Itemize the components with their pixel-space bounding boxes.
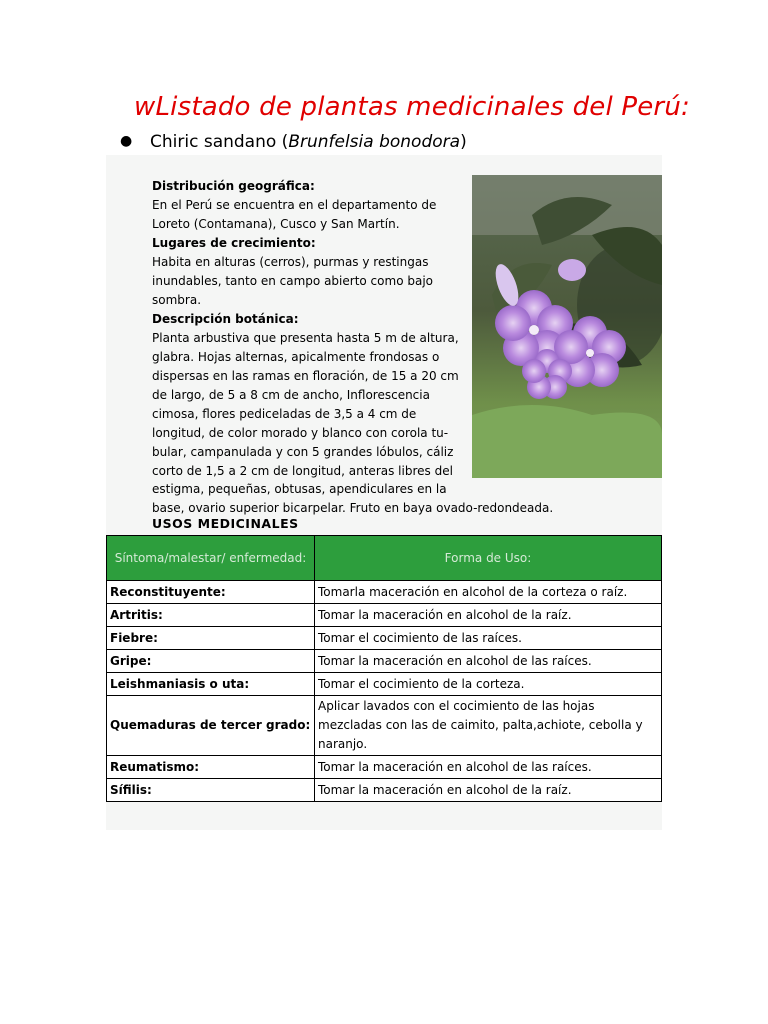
bullet-icon: ● — [120, 133, 133, 149]
column-header-symptom: Síntoma/malestar/ enfermedad: — [107, 536, 315, 581]
table-row — [107, 779, 662, 802]
text-line: sombra. — [152, 293, 202, 307]
medicinal-uses-table — [106, 535, 662, 802]
text-line: de largo, de 5 a 8 cm de ancho, Inflorescencia — [152, 388, 430, 402]
plant-name-line — [120, 132, 467, 152]
table-row — [107, 756, 662, 779]
table-row — [107, 581, 662, 604]
page-title: wListado de plantas medicinales del Perú: — [134, 92, 690, 122]
symptom-cell: Leishmaniasis o uta: — [107, 673, 315, 696]
text-line: bular, campanulada y con 5 grandes lóbulos, cáliz — [152, 445, 454, 459]
symptom-cell: Quemaduras de tercer grado: — [107, 696, 315, 756]
section-heading-botanical: Descripción botánica: — [152, 312, 299, 326]
usos-heading: USOS MEDICINALES — [152, 516, 299, 531]
plant-common-name: Chiric sandano — [150, 132, 277, 152]
use-cell: Tomar la maceración en alcohol de la raíz. — [315, 779, 662, 802]
table-header-row — [107, 536, 662, 581]
close-paren: ) — [460, 132, 467, 152]
symptom-cell: Reconstituyente: — [107, 581, 315, 604]
text-line: inundables, tanto en campo abierto como bajo — [152, 274, 433, 288]
use-cell: Tomar el cocimiento de la corteza. — [315, 673, 662, 696]
symptom-cell: Sífilis: — [107, 779, 315, 802]
table-row — [107, 627, 662, 650]
text-line: Loreto (Contamana), Cusco y San Martín. — [152, 217, 400, 231]
table-row — [107, 604, 662, 627]
use-cell: Tomarla maceración en alcohol de la corteza o raíz. — [315, 581, 662, 604]
text-line: En el Perú se encuentra en el departamento de — [152, 198, 437, 212]
text-line: dispersas en las ramas en floración, de 15 a 20 cm — [152, 369, 459, 383]
table-row — [107, 673, 662, 696]
table-row — [107, 696, 662, 756]
use-cell: Tomar el cocimiento de las raíces. — [315, 627, 662, 650]
text-line: base, ovario superior bicarpelar. Fruto en baya ovado-redondeada. — [152, 501, 554, 515]
section-heading-growth-places: Lugares de crecimiento: — [152, 236, 316, 250]
text-line: Habita en alturas (cerros), purmas y restingas — [152, 255, 429, 269]
use-cell: Tomar la maceración en alcohol de la raíz. — [315, 604, 662, 627]
text-line: glabra. Hojas alternas, apicalmente frondosas o — [152, 350, 440, 364]
symptom-cell: Gripe: — [107, 650, 315, 673]
text-line: longitud, de color morado y blanco con corola tu- — [152, 426, 449, 440]
flower-photo — [472, 175, 662, 478]
plant-scientific-name: Brunfelsia bonodora — [288, 132, 461, 152]
symptom-cell: Fiebre: — [107, 627, 315, 650]
botanical-continued — [152, 480, 632, 518]
use-cell: Tomar la maceración en alcohol de las raíces. — [315, 756, 662, 779]
text-line: cimosa, flores pediceladas de 3,5 a 4 cm de — [152, 407, 417, 421]
table-row — [107, 650, 662, 673]
open-paren: ( — [276, 132, 289, 152]
section-heading-distribution: Distribución geográfica: — [152, 179, 315, 193]
text-line: estigma, pequeñas, obtusas, apendiculares en la — [152, 482, 447, 496]
text-line: Planta arbustiva que presenta hasta 5 m de altura, — [152, 331, 459, 345]
use-cell: Tomar la maceración en alcohol de las raíces. — [315, 650, 662, 673]
column-header-use: Forma de Uso: — [315, 536, 662, 581]
botanical-description — [152, 177, 472, 481]
use-cell: Aplicar lavados con el cocimiento de las hojas mezcladas con las de caimito, palta,achiote, cebolla y naranjo. — [315, 696, 662, 756]
symptom-cell: Artritis: — [107, 604, 315, 627]
text-line: corto de 1,5 a 2 cm de longitud, anteras libres del — [152, 464, 453, 478]
symptom-cell: Reumatismo: — [107, 756, 315, 779]
